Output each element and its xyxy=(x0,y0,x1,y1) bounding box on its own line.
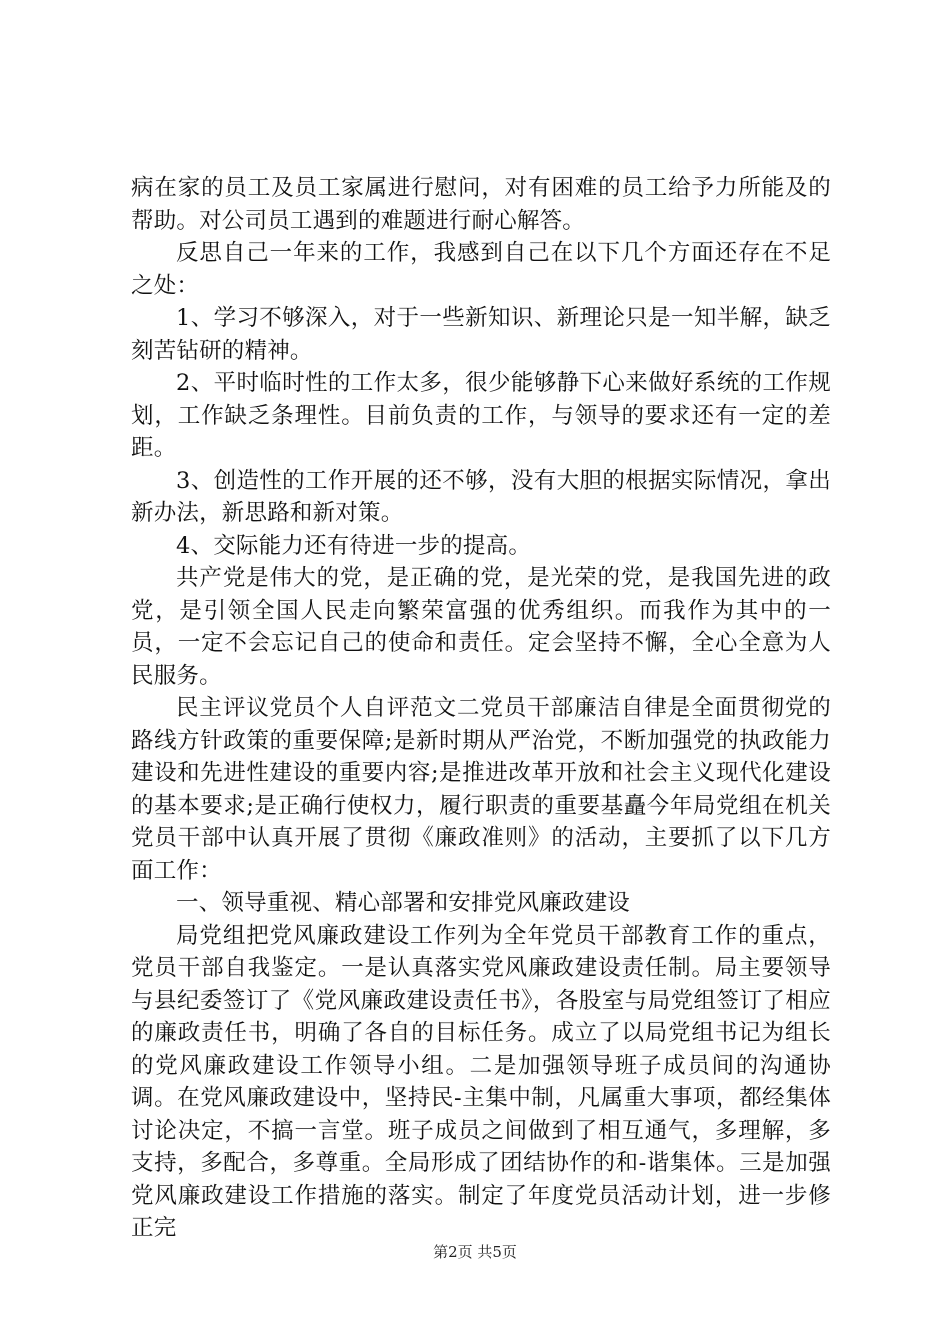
paragraph-8: 民主评议党员个人自评范文二党员干部廉洁自律是全面贯彻党的路线方针政策的重要保障;是新时期从严治党，不断加强党的执政能力建设和先进性建设的重要内容;是推进改革开放和社会主义现代化建设的基本要求;是正确行使权力，履行职责的重要基矗今年局党组在机关党员干部中认真开展了贯彻《廉政准则》的活动，主要抓了以下几方面工作： xyxy=(131,695,831,884)
paragraph-5: 3、创造性的工作开展的还不够，没有大胆的根据实际情况，拿出新办法，新思路和新对策。 xyxy=(131,467,831,526)
document-body xyxy=(131,172,831,1245)
paragraph-7: 共产党是伟大的党，是正确的党，是光荣的党，是我国先进的政党，是引领全国人民走向繁荣富强的优秀组织。而我作为其中的一员，一定不会忘记自己的使命和责任。定会坚持不懈，全心全意为人民服务。 xyxy=(131,565,831,689)
paragraph-4: 2、平时临时性的工作太多，很少能够静下心来做好系统的工作规划，工作缺乏条理性。目前负责的工作，与领导的要求还有一定的差距。 xyxy=(131,370,831,461)
paragraph-2: 反思自己一年来的工作，我感到自己在以下几个方面还存在不足之处： xyxy=(131,240,831,299)
section-heading: 一、领导重视、精心部署和安排党风廉政建设 xyxy=(176,890,631,916)
paragraph-1: 病在家的员工及员工家属进行慰问，对有困难的员工给予力所能及的帮助。对公司员工遇到的难题进行耐心解答。 xyxy=(131,175,831,234)
paragraph-10: 局党组把党风廉政建设工作列为全年党员干部教育工作的重点，党员干部自我鉴定。一是认真落实党风廉政建设责任制。局主要领导与县纪委签订了《党风廉政建设责任书》，各股室与局党组签订了相应的廉政责任书，明确了各自的目标任务。成立了以局党组书记为组长的党风廉政建设工作领导小组。二是加强领导班子成员间的沟通协调。在党风廉政建设中，坚持民-主集中制，凡属重大事项，都经集体讨论决定，不搞一言堂。班子成员之间做到了相互通气，多理解，多支持，多配合，多尊重。全局形成了团结协作的和-谐集体。三是加强党风廉政建设工作措施的落实。制定了年度党员活动计划，进一步修正完 xyxy=(131,922,831,1241)
paragraph-3: 1、学习不够深入，对于一些新知识、新理论只是一知半解，缺乏刻苦钻研的精神。 xyxy=(131,305,831,364)
paragraph-6: 4、交际能力还有待进一步的提高。 xyxy=(176,532,532,559)
page-number-footer: 第2页 共5页 xyxy=(433,1243,517,1261)
